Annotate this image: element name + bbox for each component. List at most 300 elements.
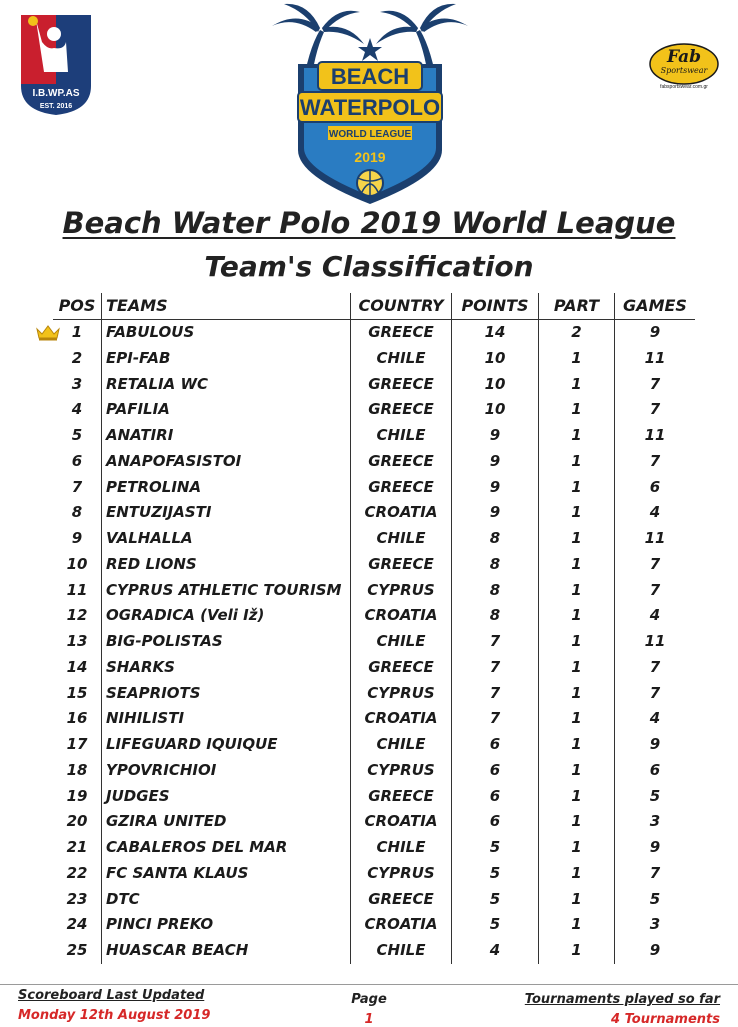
cell-points-text: 10 — [484, 348, 506, 367]
ibwpas-logo — [18, 12, 94, 116]
cell-team — [102, 629, 351, 655]
cell-team-text: BIG-POLISTAS — [106, 632, 223, 651]
cell-part — [539, 319, 615, 345]
table-row — [53, 680, 695, 706]
cell-games — [615, 526, 696, 552]
cell-points-text: 5 — [489, 889, 501, 908]
cell-team-text: PAFILIA — [106, 400, 170, 419]
cell-games-text: 3 — [649, 812, 661, 831]
cell-team-text: JUDGES — [106, 786, 170, 805]
cell-points — [452, 732, 539, 758]
cell-part-text: 1 — [571, 735, 582, 754]
cell-pos-text: 9 — [71, 529, 83, 548]
cell-games-text: 11 — [644, 348, 666, 367]
cell-games-text: 4 — [649, 606, 661, 625]
table-row — [53, 552, 695, 578]
cell-pos-text: 21 — [66, 838, 88, 857]
cell-part-text: 1 — [571, 632, 582, 651]
cell-points-text: 8 — [489, 580, 501, 599]
table-row — [53, 861, 695, 887]
cell-points — [452, 783, 539, 809]
cell-points — [452, 474, 539, 500]
page-number: 1 — [364, 1012, 374, 1027]
cell-games-text: 7 — [649, 451, 661, 470]
cell-points-text: 6 — [489, 812, 501, 831]
cell-country-text: GREECE — [368, 323, 434, 342]
cell-part — [539, 835, 615, 861]
cell-team-text: CYPRUS ATHLETIC TOURISM — [106, 580, 342, 599]
cell-team — [102, 758, 351, 784]
cell-games — [615, 732, 696, 758]
cell-country — [351, 552, 452, 578]
cell-pos — [53, 886, 102, 912]
cell-country — [351, 526, 452, 552]
cell-points-text: 9 — [489, 503, 501, 522]
cell-part-text: 1 — [571, 786, 582, 805]
cell-team-text: CABALEROS DEL MAR — [106, 838, 288, 857]
cell-part-text: 1 — [571, 657, 582, 676]
cell-country-text: CROATIA — [364, 709, 438, 728]
cell-country-text: CYPRUS — [367, 580, 435, 599]
cell-pos-text: 15 — [66, 683, 88, 702]
cell-games — [615, 655, 696, 681]
table-row — [53, 809, 695, 835]
table-row — [53, 371, 695, 397]
cell-part-text: 1 — [571, 426, 582, 445]
table-row — [53, 474, 695, 500]
cell-games-text: 11 — [644, 426, 666, 445]
cell-part-text: 2 — [571, 323, 582, 342]
cell-pos — [53, 474, 102, 500]
cell-games-text: 11 — [644, 632, 666, 651]
table-row — [53, 397, 695, 423]
cell-part — [539, 706, 615, 732]
cell-team — [102, 706, 351, 732]
cell-part — [539, 732, 615, 758]
table-row — [53, 526, 695, 552]
cell-team — [102, 371, 351, 397]
cell-points-text: 6 — [489, 786, 501, 805]
cell-points — [452, 449, 539, 475]
cell-pos — [53, 397, 102, 423]
cell-team-text: LIFEGUARD IQUIQUE — [106, 735, 278, 754]
cell-team — [102, 474, 351, 500]
cell-games — [615, 809, 696, 835]
cell-country-text: GREECE — [368, 400, 434, 419]
cell-games-text: 7 — [649, 863, 661, 882]
cell-points-text: 8 — [489, 529, 501, 548]
cell-points — [452, 526, 539, 552]
cell-team-text: HUASCAR BEACH — [106, 941, 249, 960]
cell-team — [102, 500, 351, 526]
cell-pos-text: 2 — [71, 348, 83, 367]
cell-games-text: 9 — [649, 838, 661, 857]
cell-games — [615, 500, 696, 526]
logo-world-league-text: WORLD LEAGUE — [328, 129, 412, 140]
cell-country-text: GREECE — [368, 889, 434, 908]
tournaments-value: 4 Tournaments — [611, 1012, 720, 1027]
cell-team — [102, 809, 351, 835]
cell-games — [615, 397, 696, 423]
cell-games — [615, 680, 696, 706]
cell-team — [102, 938, 351, 964]
cell-games-text: 11 — [644, 529, 666, 548]
cell-pos-text: 10 — [66, 554, 88, 573]
cell-games-text: 4 — [649, 709, 661, 728]
cell-team-text: ANAPOFASISTOI — [106, 451, 242, 470]
cell-part-text: 1 — [571, 348, 582, 367]
cell-games — [615, 423, 696, 449]
ibwpas-org-text: I.B.WP.AS — [32, 88, 80, 99]
cell-points-text: 6 — [489, 760, 501, 779]
cell-games — [615, 319, 696, 345]
cell-games-text: 4 — [649, 503, 661, 522]
cell-team-text: YPOVRICHIOI — [106, 760, 217, 779]
cell-part — [539, 680, 615, 706]
cell-country — [351, 886, 452, 912]
cell-points — [452, 500, 539, 526]
cell-country-text: GREECE — [368, 554, 434, 573]
cell-pos — [53, 449, 102, 475]
cell-pos — [53, 423, 102, 449]
cell-country — [351, 655, 452, 681]
cell-country-text: GREECE — [368, 451, 434, 470]
cell-team-text: SHARKS — [106, 657, 175, 676]
cell-team-text: PETROLINA — [106, 477, 202, 496]
cell-games-text: 6 — [649, 760, 661, 779]
cell-points-text: 5 — [489, 915, 501, 934]
cell-games — [615, 938, 696, 964]
ibwpas-est-text: EST. 2016 — [39, 103, 73, 110]
last-updated-label: Scoreboard Last Updated — [18, 988, 205, 1003]
logo-year-text: 2019 — [354, 149, 386, 165]
cell-pos-text: 12 — [66, 606, 88, 625]
table-row — [53, 629, 695, 655]
cell-pos — [53, 680, 102, 706]
cell-pos-text: 1 — [71, 323, 83, 342]
cell-country-text: CHILE — [376, 348, 426, 367]
cell-team-text: FABULOUS — [106, 323, 195, 342]
cell-points — [452, 938, 539, 964]
cell-country-text: CYPRUS — [367, 760, 435, 779]
cell-points — [452, 552, 539, 578]
cell-points — [452, 886, 539, 912]
cell-games — [615, 912, 696, 938]
cell-games — [615, 474, 696, 500]
cell-team — [102, 526, 351, 552]
footer-last-updated — [18, 988, 210, 1023]
cell-team — [102, 397, 351, 423]
cell-country — [351, 423, 452, 449]
cell-part — [539, 474, 615, 500]
cell-pos — [53, 629, 102, 655]
cell-team — [102, 346, 351, 372]
crown-icon — [35, 323, 61, 341]
cell-games-text: 9 — [649, 941, 661, 960]
header-points: POINTS — [452, 293, 539, 319]
cell-part-text: 1 — [571, 941, 582, 960]
cell-points-text: 8 — [489, 554, 501, 573]
cell-part — [539, 371, 615, 397]
cell-pos — [53, 783, 102, 809]
cell-points — [452, 371, 539, 397]
table-row — [53, 449, 695, 475]
cell-part — [539, 938, 615, 964]
cell-team-text: EPI-FAB — [106, 348, 171, 367]
cell-points — [452, 861, 539, 887]
cell-pos-text: 4 — [71, 400, 83, 419]
table-row — [53, 655, 695, 681]
cell-points-text: 9 — [489, 426, 501, 445]
cell-team — [102, 423, 351, 449]
cell-points — [452, 835, 539, 861]
cell-country-text: CHILE — [376, 426, 426, 445]
cell-part — [539, 526, 615, 552]
fab-tagline-text: Sportswear — [660, 66, 708, 75]
cell-country — [351, 474, 452, 500]
cell-part — [539, 603, 615, 629]
cell-country-text: CHILE — [376, 838, 426, 857]
cell-part-text: 1 — [571, 838, 582, 857]
cell-team-text: RETALIA WC — [106, 374, 208, 393]
cell-part — [539, 809, 615, 835]
cell-country — [351, 835, 452, 861]
cell-part-text: 1 — [571, 529, 582, 548]
cell-team — [102, 680, 351, 706]
header-part: PART — [539, 293, 615, 319]
cell-pos-text: 13 — [66, 632, 88, 651]
cell-part-text: 1 — [571, 400, 582, 419]
cell-pos — [53, 732, 102, 758]
cell-points — [452, 655, 539, 681]
footer-tournaments — [498, 992, 720, 1027]
cell-country — [351, 346, 452, 372]
table-row — [53, 319, 695, 345]
cell-points-text: 9 — [489, 477, 501, 496]
cell-points-text: 5 — [489, 838, 501, 857]
cell-part-text: 1 — [571, 760, 582, 779]
cell-games — [615, 449, 696, 475]
cell-part-text: 1 — [571, 889, 582, 908]
cell-country — [351, 758, 452, 784]
cell-team — [102, 552, 351, 578]
cell-pos-text: 18 — [66, 760, 88, 779]
cell-games — [615, 861, 696, 887]
cell-part — [539, 758, 615, 784]
cell-pos-text: 22 — [66, 863, 88, 882]
cell-team — [102, 783, 351, 809]
fab-brand-text: Fab — [666, 47, 702, 67]
beach-waterpolo-logo — [268, 0, 472, 206]
cell-games-text: 7 — [649, 554, 661, 573]
cell-games-text: 5 — [649, 786, 661, 805]
cell-games-text: 5 — [649, 889, 661, 908]
cell-team — [102, 655, 351, 681]
cell-points — [452, 397, 539, 423]
cell-part-text: 1 — [571, 503, 582, 522]
cell-part — [539, 397, 615, 423]
cell-games — [615, 758, 696, 784]
cell-points-text: 10 — [484, 400, 506, 419]
cell-part-text: 1 — [571, 709, 582, 728]
cell-games-text: 3 — [649, 915, 661, 934]
cell-pos-text: 23 — [66, 889, 88, 908]
cell-country — [351, 500, 452, 526]
cell-country-text: CHILE — [376, 529, 426, 548]
cell-points-text: 7 — [489, 657, 501, 676]
classification-table — [53, 293, 695, 964]
cell-part — [539, 500, 615, 526]
cell-points — [452, 629, 539, 655]
cell-games — [615, 706, 696, 732]
cell-part — [539, 449, 615, 475]
cell-team-text: NIHILISTI — [106, 709, 185, 728]
cell-pos — [53, 655, 102, 681]
cell-games-text: 9 — [649, 323, 661, 342]
footer-page — [339, 992, 399, 1027]
cell-points — [452, 758, 539, 784]
table-row — [53, 577, 695, 603]
cell-part-text: 1 — [571, 580, 582, 599]
cell-part — [539, 577, 615, 603]
cell-part-text: 1 — [571, 606, 582, 625]
cell-pos — [53, 603, 102, 629]
cell-games — [615, 346, 696, 372]
cell-points — [452, 680, 539, 706]
cell-games — [615, 835, 696, 861]
cell-points-text: 7 — [489, 632, 501, 651]
cell-pos — [53, 500, 102, 526]
cell-team-text: ANATIRI — [106, 426, 174, 445]
cell-country — [351, 861, 452, 887]
fab-site-text: fabsportswear.com.gr — [660, 84, 708, 90]
table-row — [53, 732, 695, 758]
cell-games — [615, 577, 696, 603]
cell-part — [539, 346, 615, 372]
cell-country-text: GREECE — [368, 657, 434, 676]
cell-pos — [53, 835, 102, 861]
logo-waterpolo-text: WATERPOLO — [299, 95, 441, 120]
cell-team — [102, 886, 351, 912]
cell-team-text: ENTUZIJASTI — [106, 503, 212, 522]
cell-team-text: SEAPRIOTS — [106, 683, 201, 702]
cell-games-text: 9 — [649, 735, 661, 754]
cell-team-text: PINCI PREKO — [106, 915, 214, 934]
tournaments-label: Tournaments played so far — [524, 992, 720, 1007]
cell-points-text: 10 — [484, 374, 506, 393]
cell-points-text: 5 — [489, 863, 501, 882]
cell-pos-text: 20 — [66, 812, 88, 831]
cell-pos-text: 3 — [71, 374, 83, 393]
table-row — [53, 603, 695, 629]
cell-games-text: 7 — [649, 683, 661, 702]
cell-country-text: CROATIA — [364, 606, 438, 625]
cell-pos — [53, 706, 102, 732]
cell-pos-text: 7 — [71, 477, 83, 496]
cell-team-text: VALHALLA — [106, 529, 193, 548]
cell-team — [102, 861, 351, 887]
table-header-row — [53, 293, 695, 319]
cell-points-text: 7 — [489, 709, 501, 728]
cell-pos — [53, 758, 102, 784]
cell-games-text: 6 — [649, 477, 661, 496]
cell-games — [615, 629, 696, 655]
cell-country — [351, 371, 452, 397]
cell-points — [452, 577, 539, 603]
cell-pos-text: 17 — [66, 735, 88, 754]
table-row — [53, 835, 695, 861]
cell-team — [102, 319, 351, 345]
cell-country-text: CROATIA — [364, 503, 438, 522]
cell-country — [351, 603, 452, 629]
footer-divider — [0, 984, 738, 985]
table-row — [53, 346, 695, 372]
cell-pos-text: 11 — [66, 580, 88, 599]
cell-points-text: 9 — [489, 451, 501, 470]
cell-country — [351, 732, 452, 758]
cell-points — [452, 346, 539, 372]
cell-team — [102, 912, 351, 938]
cell-games — [615, 783, 696, 809]
page-title: Beach Water Polo 2019 World League — [62, 206, 676, 240]
page-subtitle: Team's Classification — [204, 250, 534, 283]
cell-country-text: GREECE — [368, 374, 434, 393]
cell-country — [351, 809, 452, 835]
cell-games — [615, 552, 696, 578]
cell-country — [351, 319, 452, 345]
cell-pos-text: 16 — [66, 709, 88, 728]
cell-country-text: CHILE — [376, 632, 426, 651]
cell-pos — [53, 552, 102, 578]
cell-country — [351, 449, 452, 475]
cell-pos — [53, 319, 102, 345]
cell-pos-text: 25 — [66, 941, 88, 960]
cell-team — [102, 449, 351, 475]
table-row — [53, 758, 695, 784]
cell-points — [452, 706, 539, 732]
cell-pos — [53, 938, 102, 964]
table-row — [53, 912, 695, 938]
page-label: Page — [351, 992, 387, 1007]
cell-part — [539, 423, 615, 449]
cell-pos — [53, 526, 102, 552]
table-row — [53, 423, 695, 449]
cell-part — [539, 629, 615, 655]
cell-part-text: 1 — [571, 477, 582, 496]
cell-part — [539, 552, 615, 578]
cell-team-text: FC SANTA KLAUS — [106, 863, 249, 882]
cell-games-text: 7 — [649, 657, 661, 676]
cell-country-text: CHILE — [376, 735, 426, 754]
header-country: COUNTRY — [351, 293, 452, 319]
cell-pos — [53, 912, 102, 938]
cell-country — [351, 706, 452, 732]
cell-part-text: 1 — [571, 915, 582, 934]
cell-team — [102, 577, 351, 603]
logo-beach-text: BEACH — [330, 64, 410, 89]
cell-pos — [53, 371, 102, 397]
cell-country — [351, 912, 452, 938]
cell-country — [351, 397, 452, 423]
cell-games — [615, 371, 696, 397]
cell-part — [539, 655, 615, 681]
cell-country-text: CROATIA — [364, 915, 438, 934]
header-teams: TEAMS — [102, 293, 351, 319]
header-pos: POS — [53, 293, 102, 319]
cell-country — [351, 783, 452, 809]
last-updated-value: Monday 12th August 2019 — [18, 1008, 211, 1023]
table-row — [53, 886, 695, 912]
